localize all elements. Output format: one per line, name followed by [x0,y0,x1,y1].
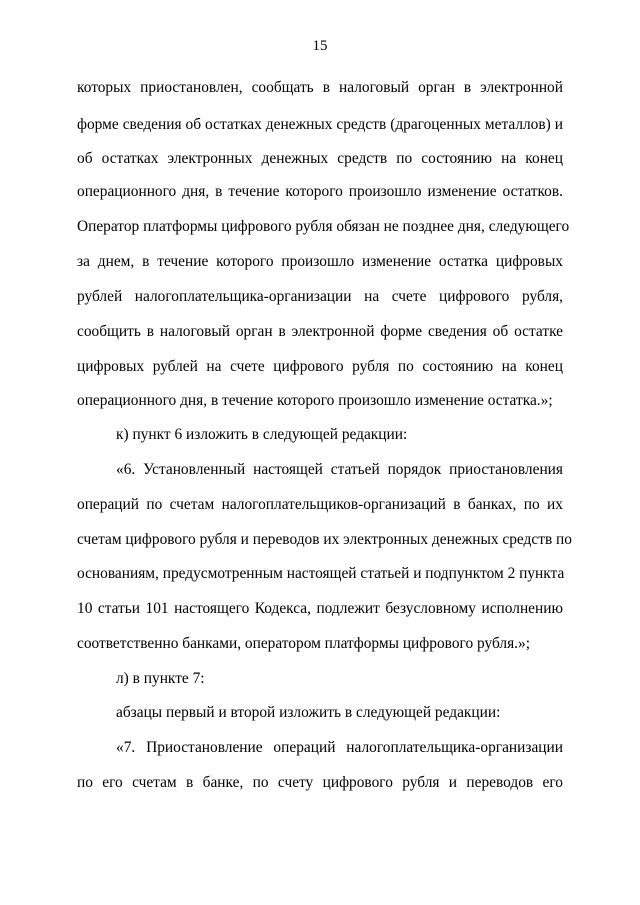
text-line: форме сведения об остатках денежных средств (драгоценных металлов) и [77,116,563,133]
text-line: 10 статьи 101 настоящего Кодекса, подлежит безусловному исполнению [77,600,563,617]
text-line: сообщить в налоговый орган в электронной форме сведения об остатке [77,323,563,340]
text-line: операций по счетам налогоплательщиков-организаций в банках, по их [77,496,563,513]
text-line: «6. Установленный настоящей статьей порядок приостановления [116,461,563,478]
text-line: за днем, в течение которого произошло изменение остатка цифровых [77,253,563,270]
text-line: об остатках электронных денежных средств по состоянию на конец [77,150,563,167]
text-line: цифровых рублей на счете цифрового рубля по состоянию на конец [77,358,563,375]
text-line: л) в пункте 7: [116,670,205,687]
text-line: операционного дня, в течение которого произошло изменение остатков. [77,183,563,200]
text-line: которых приостановлен, сообщать в налоговый орган в электронной [77,79,563,96]
text-line: рублей налогоплательщика-организации на счете цифрового рубля, [77,288,563,305]
text-line: Оператор платформы цифрового рубля обязан не позднее дня, следующего [77,218,570,235]
text-line: основаниям, предусмотренным настоящей статьей и подпунктом 2 пункта [77,565,565,582]
page-number: 15 [312,38,328,54]
text-line: операционного дня, в течение которого произошло изменение остатка.»; [77,392,553,409]
text-line: по его счетам в банке, по счету цифрового рубля и переводов его [77,774,563,791]
text-line: счетам цифрового рубля и переводов их электронных денежных средств по [77,531,572,548]
text-line: соответственно банками, оператором платформы цифрового рубля.»; [77,635,530,652]
text-line: к) пункт 6 изложить в следующей редакции: [116,426,408,443]
text-line: «7. Приостановление операций налогоплательщика-организации [116,739,563,756]
text-line: абзацы первый и второй изложить в следующей редакции: [116,704,501,721]
